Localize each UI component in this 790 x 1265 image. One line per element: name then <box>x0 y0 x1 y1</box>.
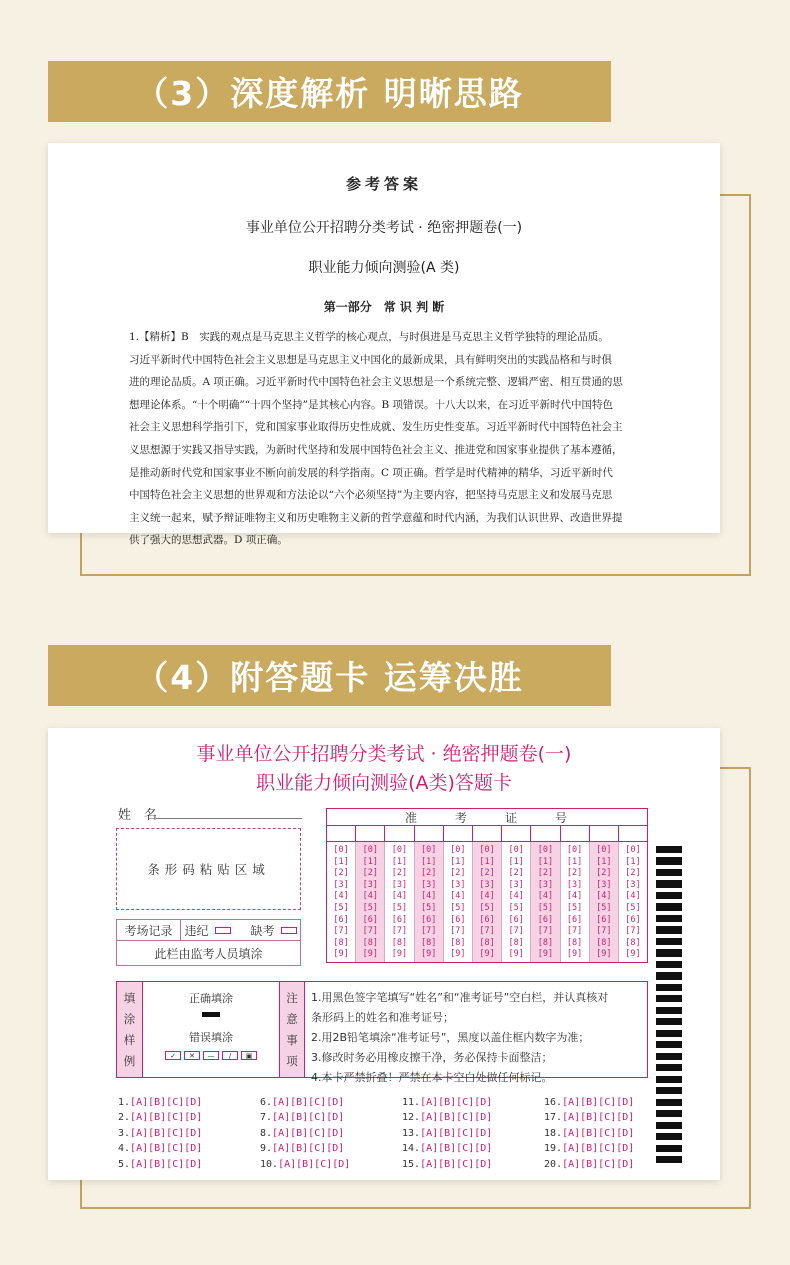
name-field[interactable] <box>156 818 302 819</box>
timing-mark <box>656 1041 682 1048</box>
digit-bubble[interactable]: [4] <box>566 891 583 902</box>
absent-label: 缺考 <box>250 923 275 938</box>
question-number: 11. <box>402 1097 421 1108</box>
digit-bubble[interactable]: [5] <box>625 902 641 913</box>
timing-mark <box>656 1007 682 1014</box>
digit-bubble[interactable]: [3] <box>420 879 437 890</box>
question-number: 2. <box>118 1112 131 1124</box>
digit-bubble[interactable]: [6] <box>566 914 583 925</box>
timing-mark <box>656 1018 682 1025</box>
digit-bubble[interactable]: [5] <box>333 902 349 913</box>
digit-bubble[interactable]: [2] <box>420 868 437 879</box>
answer-row <box>402 1096 544 1109</box>
digit-column <box>590 842 619 962</box>
header-char: 考 <box>454 810 469 825</box>
digit-bubble[interactable]: [6] <box>508 914 524 925</box>
label-char: 填 <box>123 991 136 1006</box>
digit-bubble[interactable]: [4] <box>479 891 495 902</box>
timing-mark <box>656 1087 682 1094</box>
section4-banner: （4）附答题卡 运筹决胜 <box>48 645 611 706</box>
digit-bubble[interactable]: [7] <box>391 926 408 937</box>
digit-bubble[interactable]: [4] <box>450 891 466 902</box>
answer-row <box>544 1111 686 1124</box>
digit-bubble[interactable]: [3] <box>391 879 408 890</box>
option-bubbles[interactable]: [A][B][C][D] <box>562 1127 635 1139</box>
header-char: 证 <box>504 810 519 825</box>
digit-bubble[interactable]: [5] <box>566 902 583 913</box>
answer-bubbles <box>118 1096 658 1171</box>
timing-mark <box>656 903 682 910</box>
violation-box[interactable] <box>215 927 231 934</box>
digit-bubble[interactable]: [9] <box>537 949 554 960</box>
answer-row <box>260 1158 402 1171</box>
answer-row <box>118 1142 260 1155</box>
paragraph-line: 中国特色社会主义思想的世界观和方法论以“六个必须坚持”为主要内容，把坚持马克思主义和发展马克思 <box>129 489 613 502</box>
correct-fill-mark <box>202 1012 220 1017</box>
question-number: 18. <box>544 1127 563 1139</box>
digit-bubble[interactable]: [6] <box>450 914 466 925</box>
digit-bubble[interactable]: [3] <box>508 879 524 890</box>
answer-row <box>402 1158 544 1171</box>
digit-bubble[interactable]: [4] <box>391 891 408 902</box>
digit-bubble[interactable]: [4] <box>362 891 378 902</box>
wrong-fill-label: 错误填涂 <box>189 1031 233 1044</box>
sample-label <box>117 982 143 1077</box>
notice-label <box>279 982 305 1077</box>
instructions-box <box>116 981 648 1084</box>
option-bubbles[interactable]: [A][B][C][D] <box>278 1158 351 1170</box>
paragraph-line: 社会主义思想科学指引下，党和国家事业取得历史性成就、发生历史性变革。习近平新时代中国特色社会主 <box>129 421 623 434</box>
digit-bubble[interactable]: [2] <box>625 868 641 879</box>
digit-bubble[interactable]: [3] <box>537 879 554 890</box>
write-cell[interactable] <box>590 826 619 841</box>
barcode-area <box>116 828 301 910</box>
question-number: 7. <box>260 1112 273 1124</box>
paragraph-line: 1.【精析】B 实践的观点是马克思主义哲学的核心观点，与时俱进是马克思主义哲学独特的理论品质。 <box>129 331 609 343</box>
header-char: 号 <box>554 810 569 825</box>
digit-bubble[interactable]: [1] <box>450 856 466 867</box>
digit-bubble[interactable]: [7] <box>420 926 437 937</box>
proctor-note: 此栏由监考人员填涂 <box>116 941 301 966</box>
digit-bubble[interactable]: [8] <box>391 937 408 948</box>
exam-title: 事业单位公开招聘分类考试 · 绝密押题卷(一) <box>245 220 523 236</box>
digit-bubble[interactable]: [2] <box>479 868 495 879</box>
digit-bubble[interactable]: [7] <box>333 926 349 937</box>
digit-bubble[interactable]: [5] <box>420 902 437 913</box>
section3-banner: （3）深度解析 明晰思路 <box>48 61 611 122</box>
digit-bubble[interactable]: [8] <box>450 937 466 948</box>
digit-column <box>444 842 473 962</box>
digit-bubble[interactable]: [9] <box>508 949 524 960</box>
digit-bubble[interactable]: [4] <box>596 891 612 902</box>
option-bubbles[interactable]: [A][B][C][D] <box>130 1143 203 1155</box>
digit-bubble[interactable]: [9] <box>333 949 349 960</box>
digit-bubble[interactable]: [6] <box>596 914 612 925</box>
notice-line: 3.修改时务必用橡皮擦干净，务必保持卡面整洁； <box>311 1051 553 1064</box>
digit-bubble[interactable]: [6] <box>333 914 349 925</box>
digit-bubble[interactable]: [7] <box>479 926 495 937</box>
option-bubbles[interactable]: [A][B][C][D] <box>272 1127 345 1139</box>
digit-bubble[interactable]: [7] <box>450 926 466 937</box>
digit-column <box>502 842 531 962</box>
digit-bubble[interactable]: [8] <box>362 937 378 948</box>
timing-mark <box>656 938 682 945</box>
option-bubbles[interactable]: [A][B][C][D] <box>562 1158 635 1170</box>
label-char: 涂 <box>123 1012 136 1027</box>
timing-mark <box>656 949 682 956</box>
question-number: 3. <box>118 1127 131 1139</box>
answer-row <box>260 1127 402 1140</box>
answer-row <box>118 1158 260 1171</box>
label-char: 样 <box>123 1032 136 1047</box>
digit-bubble[interactable]: [4] <box>508 891 524 902</box>
digit-bubble[interactable]: [0] <box>566 845 583 855</box>
timing-mark <box>656 1030 682 1037</box>
write-cell[interactable] <box>502 826 531 841</box>
digit-bubble[interactable]: [0] <box>625 845 641 855</box>
fill-samples <box>143 982 279 1077</box>
option-bubbles[interactable]: [A][B][C][D] <box>420 1143 493 1155</box>
digit-bubble-columns <box>327 842 647 962</box>
sheet-subtitle: 职业能力倾向测验(A类)答题卡 <box>256 772 512 794</box>
part-heading: 第一部分 常 识 判 断 <box>323 300 445 314</box>
question-number: 12. <box>402 1112 421 1124</box>
digit-bubble[interactable]: [6] <box>362 914 378 925</box>
option-bubbles[interactable]: [A][B][C][D] <box>130 1127 203 1139</box>
timing-mark <box>656 961 682 968</box>
absent-box[interactable] <box>281 927 297 934</box>
exam-record-row <box>116 919 301 941</box>
paragraph-line: 想理论体系。“十个明确”“十四个坚持”是其核心内容。B 项错误。十八大以来，在习近平新时代中国特色 <box>129 398 614 411</box>
digit-bubble[interactable]: [7] <box>625 926 641 937</box>
digit-bubble[interactable]: [1] <box>420 856 437 867</box>
timing-mark <box>656 1053 682 1060</box>
ticket-write-row <box>327 826 647 842</box>
digit-column <box>385 842 414 962</box>
answer-sheet <box>48 728 720 1180</box>
digit-bubble[interactable]: [0] <box>596 845 612 855</box>
answer-key-page <box>48 143 720 547</box>
timing-mark <box>656 1076 682 1083</box>
digit-bubble[interactable]: [0] <box>333 845 349 855</box>
option-bubbles[interactable]: [A][B][C][D] <box>130 1158 203 1170</box>
subject-title: 职业能力倾向测验(A 类) <box>308 260 460 276</box>
digit-bubble[interactable]: [3] <box>450 879 466 890</box>
digit-bubble[interactable]: [2] <box>333 868 349 879</box>
ticket-number-header <box>327 809 647 826</box>
answer-row <box>260 1096 402 1109</box>
digit-bubble[interactable]: [2] <box>450 868 466 879</box>
digit-bubble[interactable]: [2] <box>391 868 408 879</box>
digit-bubble[interactable]: [5] <box>450 902 466 913</box>
option-bubbles[interactable]: [A][B][C][D] <box>420 1158 493 1170</box>
label-char: 项 <box>286 1053 298 1068</box>
write-cell[interactable] <box>385 826 414 841</box>
write-cell[interactable] <box>444 826 473 841</box>
digit-bubble[interactable]: [6] <box>391 914 408 925</box>
digit-bubble[interactable]: [1] <box>391 856 408 867</box>
wrong-fill-marks <box>165 1051 257 1060</box>
wrong-mark: / <box>222 1051 238 1060</box>
digit-column <box>356 842 385 962</box>
wrong-mark: ▣ <box>241 1051 257 1060</box>
question-number: 15. <box>402 1158 421 1170</box>
answer-row <box>544 1096 686 1109</box>
paragraph-line: 进的理论品质。A 项正确。习近平新时代中国特色社会主义思想是一个系统完整、逻辑严密、相互贯通的思 <box>129 376 623 389</box>
answer-row <box>402 1142 544 1155</box>
digit-bubble[interactable]: [1] <box>625 856 641 867</box>
question-number: 10. <box>260 1158 279 1170</box>
digit-bubble[interactable]: [4] <box>333 891 349 902</box>
digit-bubble[interactable]: [9] <box>596 949 612 960</box>
question-number: 16. <box>544 1097 563 1108</box>
write-cell[interactable] <box>356 826 385 841</box>
question-number: 13. <box>402 1127 421 1139</box>
option-bubbles[interactable]: [A][B][C][D] <box>130 1097 203 1108</box>
answer-row <box>544 1158 686 1171</box>
digit-bubble[interactable]: [3] <box>596 879 612 890</box>
digit-bubble[interactable]: [7] <box>362 926 378 937</box>
digit-bubble[interactable]: [8] <box>333 937 349 948</box>
answer-row <box>260 1142 402 1155</box>
digit-bubble[interactable]: [8] <box>596 937 612 948</box>
barcode-area-label: 条形码粘贴区域 <box>147 862 270 877</box>
write-cell[interactable] <box>619 826 647 841</box>
digit-bubble[interactable]: [0] <box>420 845 437 855</box>
explanation-paragraph <box>129 326 639 552</box>
digit-bubble[interactable]: [5] <box>479 902 495 913</box>
header-char: 准 <box>404 810 419 825</box>
timing-mark <box>656 915 682 922</box>
question-number: 4. <box>118 1143 131 1155</box>
digit-column <box>619 842 647 962</box>
digit-bubble[interactable]: [0] <box>479 845 495 855</box>
digit-bubble[interactable]: [5] <box>508 902 524 913</box>
digit-bubble[interactable]: [0] <box>450 845 466 855</box>
answer-row <box>544 1127 686 1140</box>
digit-bubble[interactable]: [3] <box>566 879 583 890</box>
digit-bubble[interactable]: [0] <box>508 845 524 855</box>
digit-bubble[interactable]: [9] <box>362 949 378 960</box>
question-number: 17. <box>544 1112 563 1124</box>
digit-bubble[interactable]: [9] <box>450 949 466 960</box>
wrong-mark: ✓ <box>165 1051 181 1060</box>
answer-row <box>118 1127 260 1140</box>
paragraph-line: 主义统一起来，赋予辩证唯物主义和历史唯物主义新的哲学意蕴和时代内涵，为我们认识世界、改造世界提 <box>129 511 623 524</box>
digit-bubble[interactable]: [7] <box>508 926 524 937</box>
notice-line: 4.本卡严禁折叠！严禁在本卡空白处做任何标记。 <box>311 1071 553 1084</box>
digit-bubble[interactable]: [9] <box>625 949 641 960</box>
answer-row <box>260 1111 402 1124</box>
digit-bubble[interactable]: [9] <box>391 949 408 960</box>
timing-mark <box>656 880 682 887</box>
paragraph-line: 义思想源于实践又指导实践，为新时代坚持和发展中国特色社会主义、推进党和国家事业提供了基本遵循， <box>129 443 623 456</box>
digit-bubble[interactable]: [4] <box>537 891 554 902</box>
question-number: 6. <box>260 1097 273 1108</box>
digit-bubble[interactable]: [9] <box>479 949 495 960</box>
option-bubbles[interactable]: [A][B][C][D] <box>562 1112 635 1124</box>
digit-bubble[interactable]: [0] <box>391 845 408 855</box>
digit-bubble[interactable]: [7] <box>566 926 583 937</box>
exam-record-label: 考场记录 <box>117 920 181 940</box>
digit-bubble[interactable]: [6] <box>479 914 495 925</box>
digit-bubble[interactable]: [1] <box>596 856 612 867</box>
digit-column <box>531 842 560 962</box>
timing-mark <box>656 995 682 1002</box>
digit-bubble[interactable]: [7] <box>537 926 554 937</box>
notice-line: 条形码上的姓名和准考证号； <box>311 1011 454 1024</box>
digit-bubble[interactable]: [8] <box>537 937 554 948</box>
digit-bubble[interactable]: [2] <box>362 868 378 879</box>
digit-bubble[interactable]: [6] <box>625 914 641 925</box>
option-bubbles[interactable]: [A][B][C][D] <box>420 1112 493 1124</box>
digit-bubble[interactable]: [3] <box>362 879 378 890</box>
digit-bubble[interactable]: [2] <box>508 868 524 879</box>
option-bubbles[interactable]: [A][B][C][D] <box>130 1112 203 1124</box>
timing-mark <box>656 892 682 899</box>
question-number: 1. <box>118 1097 131 1108</box>
correct-fill-label: 正确填涂 <box>189 992 233 1005</box>
digit-bubble[interactable]: [8] <box>566 937 583 948</box>
digit-bubble[interactable]: [1] <box>508 856 524 867</box>
question-number: 5. <box>118 1158 131 1170</box>
notice-line: 1.用黑色签字笔填写“姓名”和“准考证号”空白栏，并认真核对 <box>311 991 609 1004</box>
option-bubbles[interactable]: [A][B][C][D] <box>272 1097 345 1108</box>
timing-mark <box>656 857 682 864</box>
paragraph-line: 习近平新时代中国特色社会主义思想是马克思主义中国化的最新成果，具有鲜明突出的实践品格和与时俱 <box>129 353 612 366</box>
option-bubbles[interactable]: [A][B][C][D] <box>272 1143 345 1155</box>
digit-bubble[interactable]: [1] <box>333 856 349 867</box>
answer-row <box>544 1142 686 1155</box>
digit-bubble[interactable]: [0] <box>362 845 378 855</box>
ticket-number-grid <box>326 808 648 963</box>
label-char: 例 <box>123 1053 136 1068</box>
question-number: 19. <box>544 1143 563 1155</box>
digit-bubble[interactable]: [6] <box>537 914 554 925</box>
digit-bubble[interactable]: [1] <box>479 856 495 867</box>
question-number: 9. <box>260 1143 273 1155</box>
write-cell[interactable] <box>531 826 560 841</box>
notice-text <box>305 982 647 1084</box>
digit-column <box>561 842 590 962</box>
option-bubbles[interactable]: [A][B][C][D] <box>420 1127 493 1139</box>
option-bubbles[interactable]: [A][B][C][D] <box>562 1097 635 1108</box>
digit-bubble[interactable]: [2] <box>596 868 612 879</box>
digit-bubble[interactable]: [2] <box>566 868 583 879</box>
answer-row <box>118 1096 260 1109</box>
paragraph-line: 是推动新时代党和国家事业不断向前发展的科学指南。C 项正确。哲学是时代精神的精华，习近平新时代 <box>129 466 613 479</box>
timing-mark <box>656 1064 682 1071</box>
wrong-mark: — <box>203 1051 219 1060</box>
digit-bubble[interactable]: [9] <box>420 949 437 960</box>
digit-bubble[interactable]: [3] <box>479 879 495 890</box>
write-cell[interactable] <box>415 826 444 841</box>
record-marks <box>181 920 300 940</box>
digit-bubble[interactable]: [4] <box>420 891 437 902</box>
question-number: 20. <box>544 1158 563 1170</box>
label-char: 意 <box>286 1012 298 1027</box>
digit-column <box>473 842 502 962</box>
digit-column <box>415 842 444 962</box>
write-cell[interactable] <box>327 826 356 841</box>
answer-key-title: 参考答案 <box>345 175 422 193</box>
digit-bubble[interactable]: [1] <box>362 856 378 867</box>
timing-mark <box>656 846 682 853</box>
digit-bubble[interactable]: [6] <box>420 914 437 925</box>
sheet-title: 事业单位公开招聘分类考试 · 绝密押题卷(一) <box>196 743 572 765</box>
digit-bubble[interactable]: [3] <box>625 879 641 890</box>
question-number: 14. <box>402 1143 421 1155</box>
label-char: 事 <box>286 1032 298 1047</box>
digit-bubble[interactable]: [9] <box>566 949 583 960</box>
digit-bubble[interactable]: [1] <box>537 856 554 867</box>
digit-bubble[interactable]: [5] <box>596 902 612 913</box>
option-bubbles[interactable]: [A][B][C][D] <box>562 1143 635 1155</box>
answer-row <box>402 1127 544 1140</box>
timing-mark <box>656 984 682 991</box>
digit-bubble[interactable]: [5] <box>391 902 408 913</box>
digit-bubble[interactable]: [8] <box>420 937 437 948</box>
timing-mark <box>656 869 682 876</box>
answer-row <box>402 1111 544 1124</box>
timing-mark <box>656 972 682 979</box>
digit-bubble[interactable]: [8] <box>625 937 641 948</box>
digit-bubble[interactable]: [5] <box>537 902 554 913</box>
violation-label: 违纪 <box>184 923 209 938</box>
digit-bubble[interactable]: [2] <box>537 868 554 879</box>
digit-bubble[interactable]: [7] <box>596 926 612 937</box>
timing-mark <box>656 926 682 933</box>
option-bubbles[interactable]: [A][B][C][D] <box>272 1112 345 1124</box>
label-char: 注 <box>286 991 298 1006</box>
wrong-mark: ✕ <box>184 1051 200 1060</box>
digit-bubble[interactable]: [5] <box>362 902 378 913</box>
digit-bubble[interactable]: [8] <box>479 937 495 948</box>
digit-bubble[interactable]: [1] <box>566 856 583 867</box>
digit-bubble[interactable]: [8] <box>508 937 524 948</box>
digit-column <box>327 842 356 962</box>
answer-row <box>118 1111 260 1124</box>
write-cell[interactable] <box>561 826 590 841</box>
question-number: 8. <box>260 1127 273 1139</box>
notice-line: 2.用2B铅笔填涂“准考证号”，黑度以盖住框内数字为准； <box>311 1031 590 1044</box>
digit-bubble[interactable]: [4] <box>625 891 641 902</box>
name-label: 姓 名 <box>118 808 158 823</box>
write-cell[interactable] <box>473 826 502 841</box>
digit-bubble[interactable]: [3] <box>333 879 349 890</box>
option-bubbles[interactable]: [A][B][C][D] <box>420 1097 493 1108</box>
digit-bubble[interactable]: [0] <box>537 845 554 855</box>
paragraph-line: 供了强大的思想武器。D 项正确。 <box>129 534 288 547</box>
